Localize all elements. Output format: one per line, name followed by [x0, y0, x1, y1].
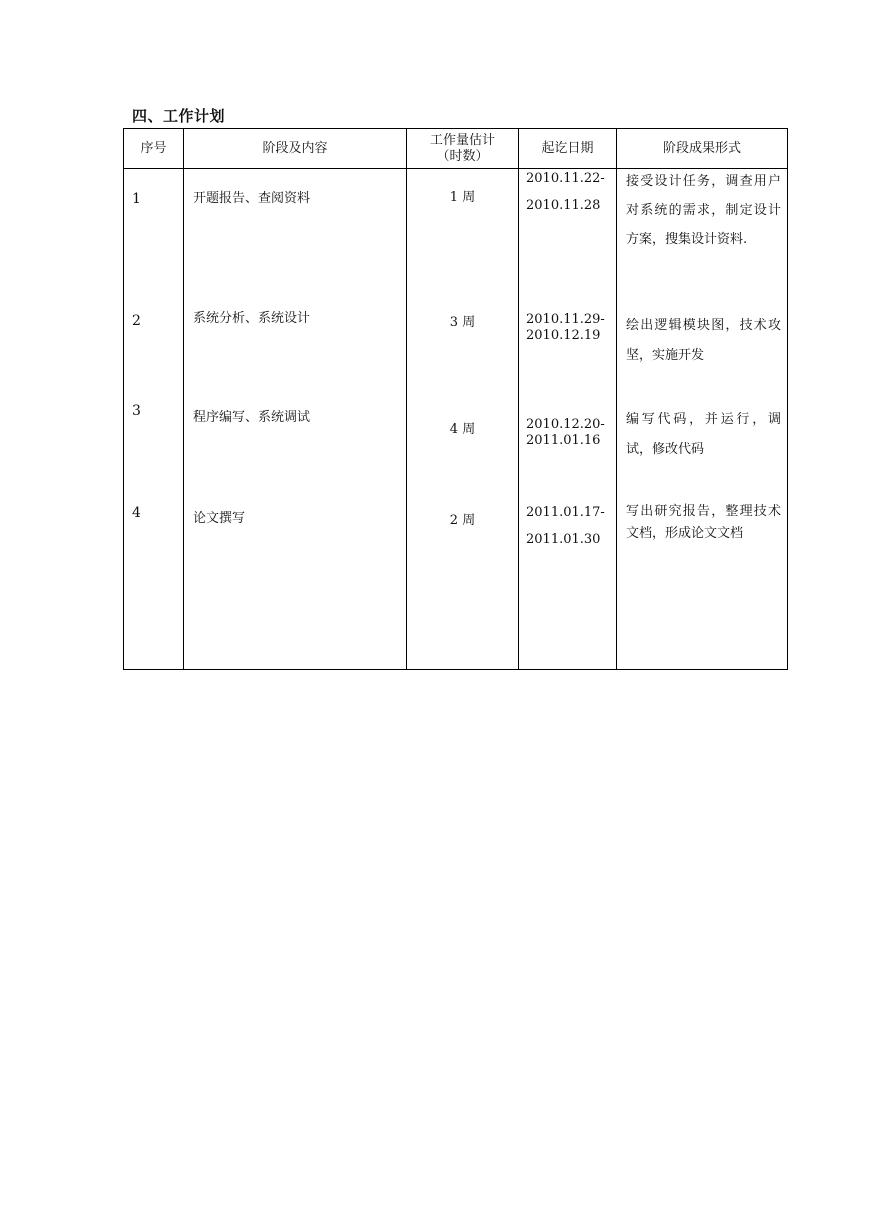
- row-3-date-start: 2010.12.20-: [526, 417, 605, 432]
- row-2-date-end: 2010.12.19: [526, 328, 601, 343]
- row-4-result: 写出研究报告，整理技术文档，形成论文文档: [626, 504, 781, 541]
- header-workload-line1: 工作量估计: [429, 132, 495, 148]
- row-4-date-start: 2011.01.17-: [526, 505, 605, 520]
- column-divider: [518, 129, 519, 669]
- header-dates: 起讫日期: [541, 140, 594, 156]
- row-2-seq: 2: [132, 313, 141, 329]
- header-workload: [407, 129, 518, 168]
- row-1-dates: [526, 165, 605, 219]
- row-3-date-end: 2011.01.16: [526, 433, 601, 448]
- row-3-seq: 3: [132, 403, 141, 419]
- row-3-dates: [526, 417, 605, 449]
- row-2-dates: [526, 312, 605, 344]
- row-4-date-end: 2011.01.30: [526, 532, 601, 547]
- header-seq: 序号: [140, 140, 167, 156]
- header-stage: 阶段及内容: [262, 140, 328, 156]
- work-plan-table: [123, 128, 788, 670]
- row-1-date-end: 2010.11.28: [526, 198, 601, 213]
- row-2-result: 绘出逻辑模块图，技术攻坚，实施开发: [626, 318, 781, 363]
- row-1-date-start: 2010.11.22-: [526, 171, 605, 186]
- section-heading: 四、工作计划: [132, 107, 226, 125]
- column-divider: [616, 129, 617, 669]
- row-1-stage: 开题报告、查阅资料: [193, 191, 311, 206]
- row-2-workload: 3 周: [449, 315, 476, 330]
- row-3-stage: 程序编写、系统调试: [193, 410, 311, 425]
- row-4-workload: 2 周: [449, 513, 476, 528]
- row-4-seq: 4: [132, 505, 141, 521]
- row-4-stage: 论文撰写: [193, 511, 246, 526]
- row-3-workload: 4 周: [449, 422, 476, 437]
- row-2-stage: 系统分析、系统设计: [193, 311, 311, 326]
- row-1-workload: 1 周: [449, 190, 476, 205]
- row-2-date-start: 2010.11.29-: [526, 312, 605, 327]
- column-divider: [406, 129, 407, 669]
- row-1-seq: 1: [132, 191, 141, 207]
- row-4-dates: [526, 499, 605, 553]
- column-divider: [183, 129, 184, 669]
- row-1-result: 接受设计任务，调查用户对系统的需求，制定设计方案，搜集设计资料.: [626, 174, 781, 247]
- header-workload-line2: （时数）: [436, 148, 489, 164]
- row-3-result: 编写代码，并运行，调试，修改代码: [626, 412, 781, 457]
- header-result: 阶段成果形式: [662, 140, 741, 156]
